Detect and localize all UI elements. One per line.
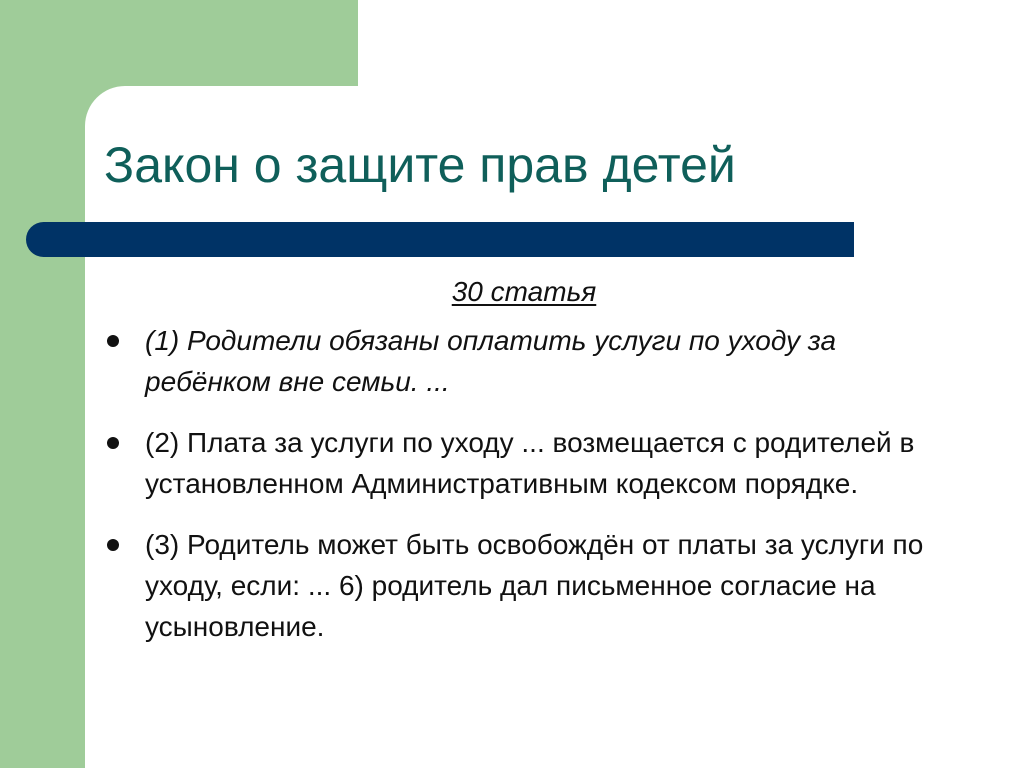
bullet-item [104,320,964,402]
bullet-text: (1) Родители обязаны оплатить услуги по уходу за ребёнком вне семьи. ... [145,325,837,397]
bullet-dot-icon [107,437,119,449]
title-divider-bar [26,222,854,257]
bullet-text: (3) Родитель может быть освобождён от платы за услуги по уходу, если: ... 6) родитель дал письменное согласие на усыновление. [145,529,924,642]
subtitle-text: 30 статья [451,276,597,307]
bullet-dot-icon [107,335,119,347]
bullet-item [104,422,964,504]
slide-subtitle [104,276,944,308]
slide-title: Закон о защите прав детей [104,137,736,193]
bullet-item [104,524,964,647]
bullet-list [104,320,964,667]
bullet-text: (2) Плата за услуги по уходу ... возмещается с родителей в установленном Административным кодексом порядке. [145,427,915,499]
bullet-dot-icon [107,539,119,551]
